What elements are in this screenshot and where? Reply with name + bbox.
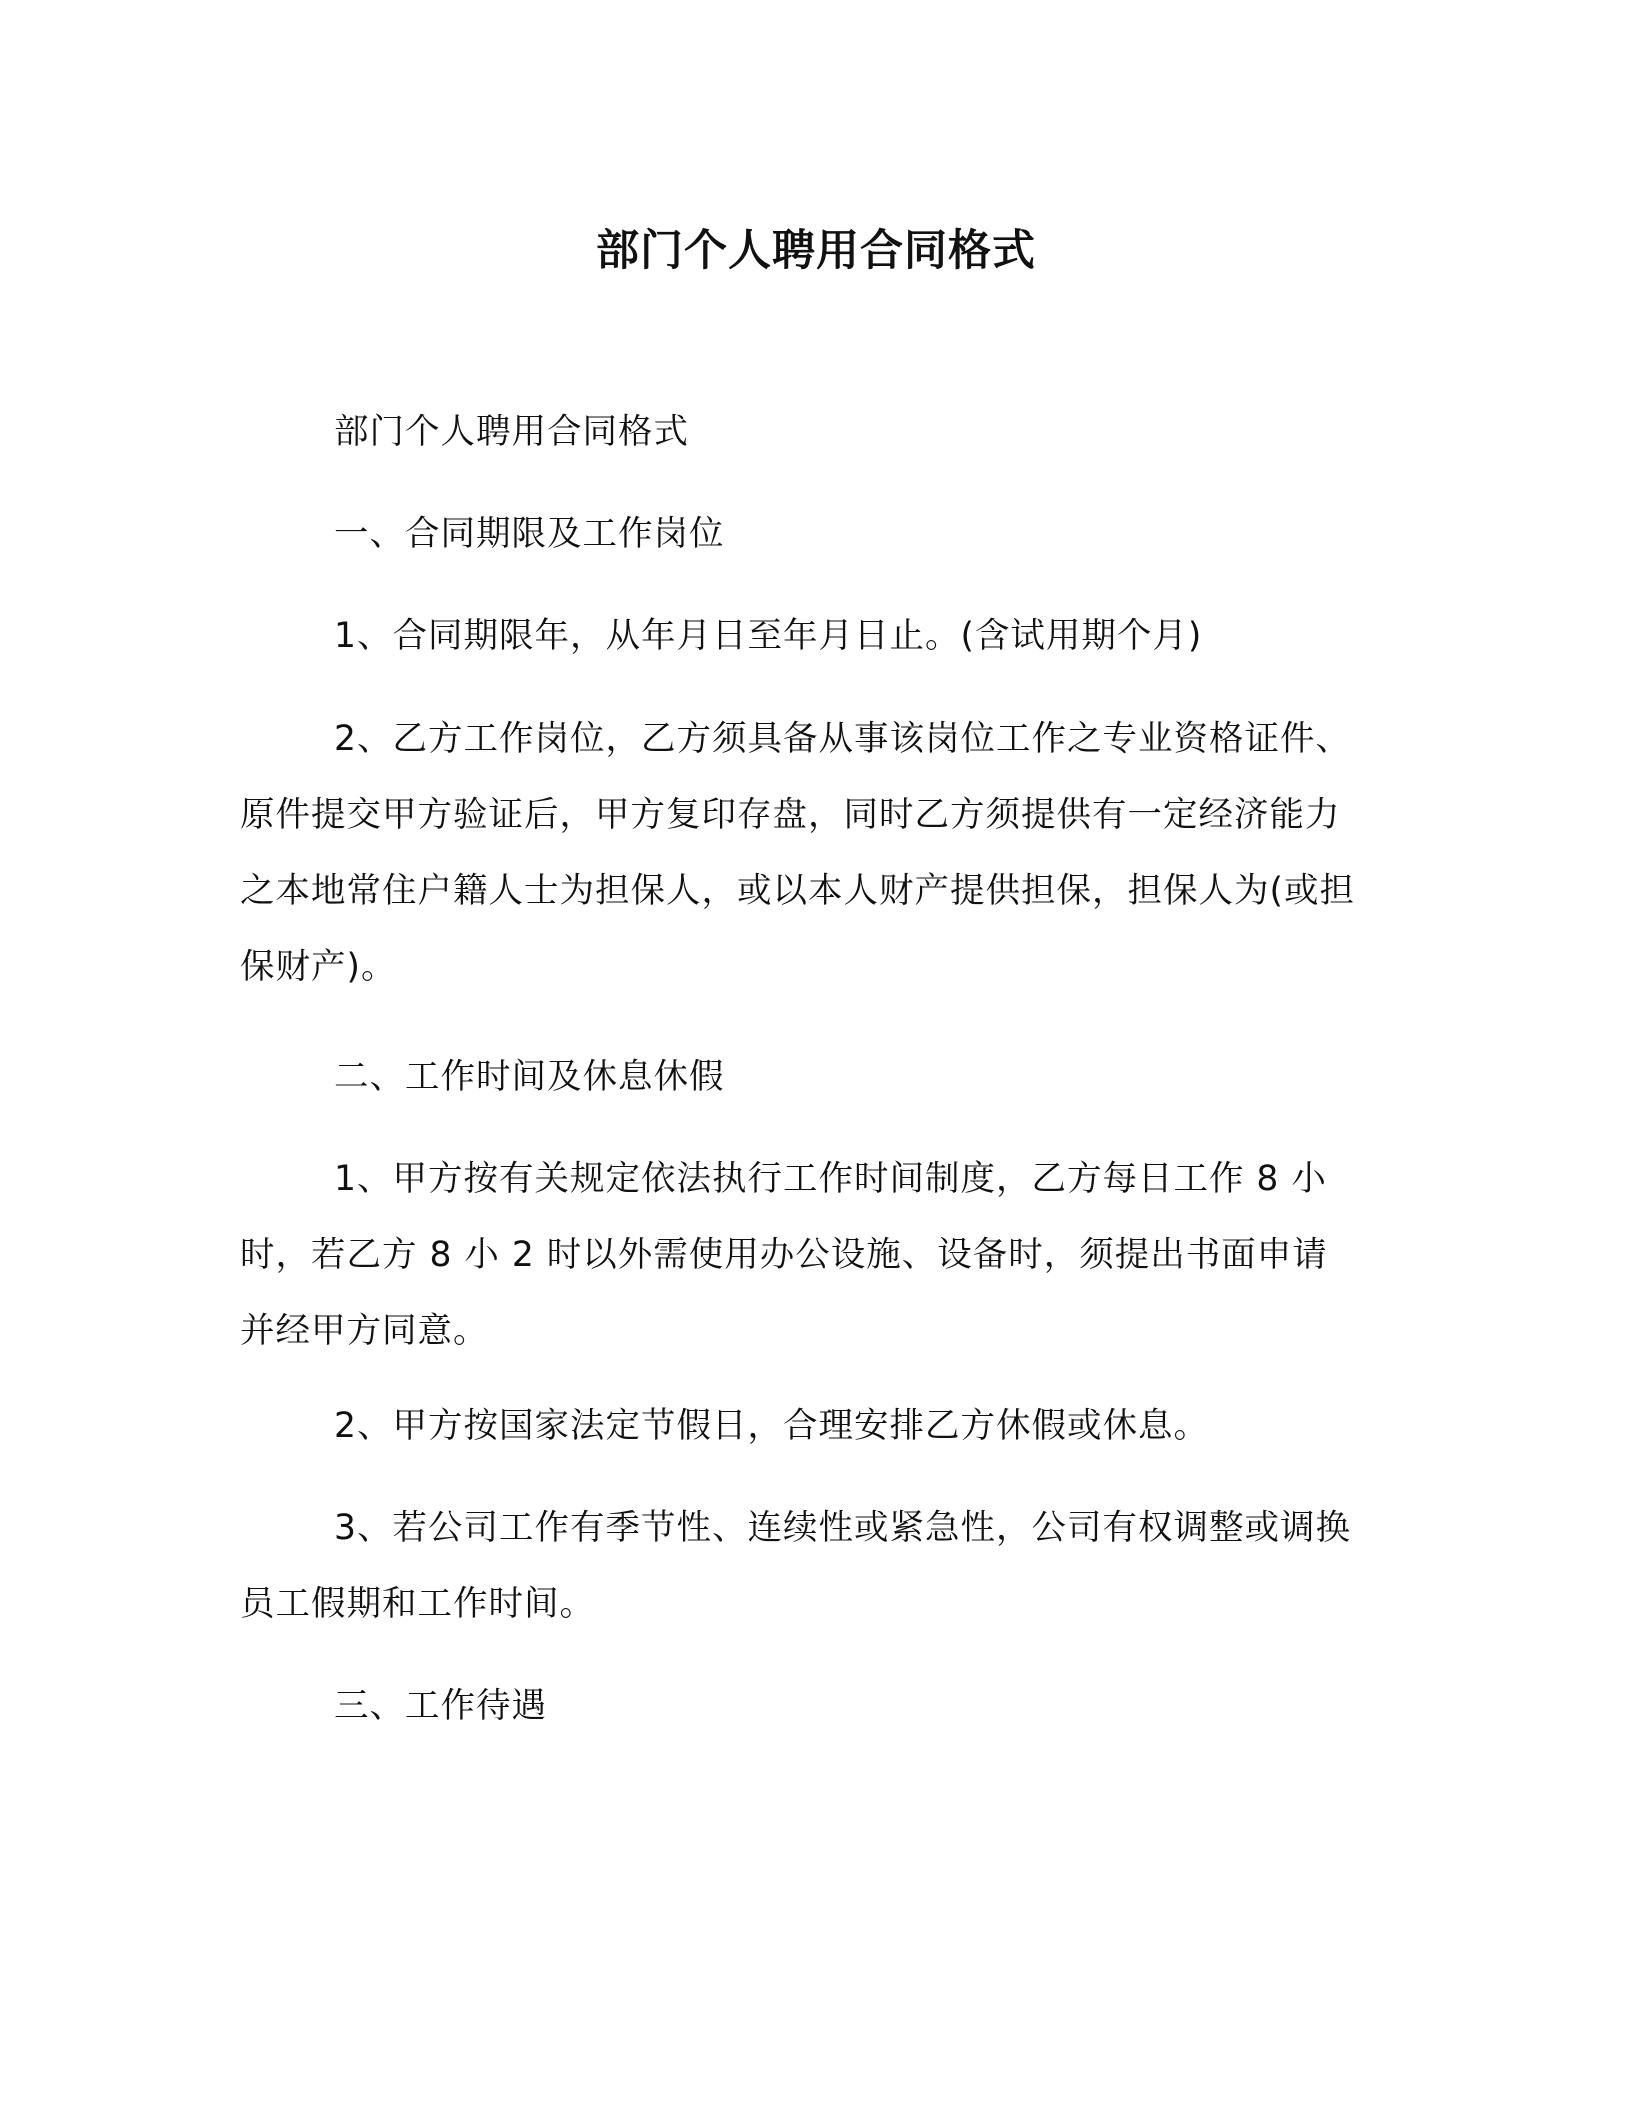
section-heading-2: 二、工作时间及休息休假 (334, 1057, 725, 1097)
clause-1-1: 1、合同期限年，从年月日至年月日止。(含试用期个月) (334, 616, 1203, 656)
section-heading-3: 三、工作待遇 (334, 1686, 547, 1726)
document-title: 部门个人聘用合同格式 (596, 226, 1036, 276)
clause-2-1: 1、甲方按有关规定依法执行工作时间制度，乙方每日工作 8 小时，若乙方 8 小 2 时以外需使用办公设施、设备时，须提出书面申请并经甲方同意。 (240, 1159, 1328, 1351)
clause-2-2: 2、甲方按国家法定节假日，合理安排乙方休假或休息。 (334, 1406, 1209, 1446)
clause-1-2: 2、乙方工作岗位，乙方须具备从事该岗位工作之专业资格证件、原件提交甲方验证后，甲方复印存盘，同时乙方须提供有一定经济能力之本地常住户籍人士为担保人，或以本人财产提供担保，担保人为(或担保财产)。 (240, 719, 1355, 987)
clause-2-3: 3、若公司工作有季节性、连续性或紧急性，公司有权调整或调换员工假期和工作时间。 (240, 1508, 1351, 1624)
paragraph-subtitle: 部门个人聘用合同格式 (334, 412, 689, 452)
section-heading-1: 一、合同期限及工作岗位 (334, 514, 725, 554)
